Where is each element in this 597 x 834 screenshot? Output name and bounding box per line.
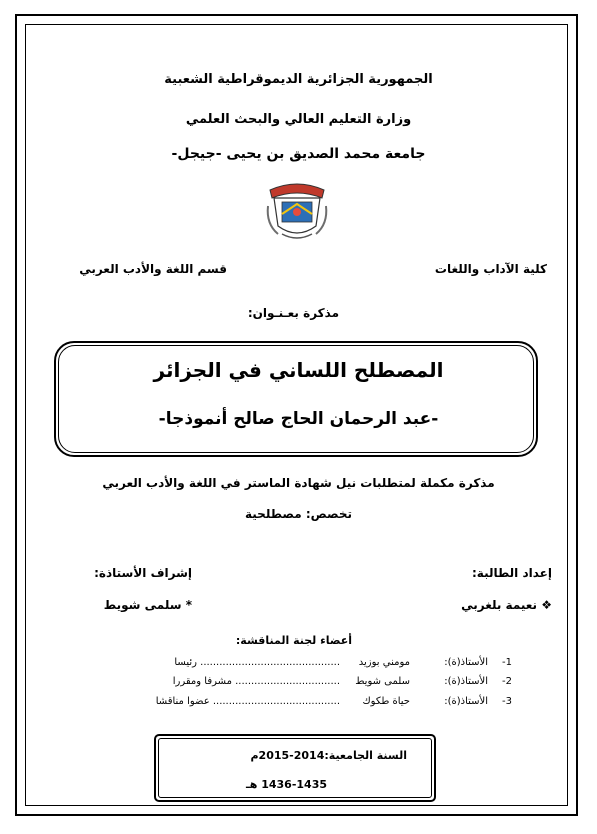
university-heading: جامعة محمد الصديق بن يحيى -جيجل- (171, 146, 426, 162)
jury-num: 2- (502, 676, 512, 687)
prepared-by-label: إعداد الطالبة: (472, 566, 552, 580)
jury-role: ............................................ رئيسا (174, 657, 340, 668)
jury-name: حياة طكوك (362, 696, 410, 707)
main-title: المصطلح اللساني في الجزائر (153, 358, 444, 382)
jury-row (174, 657, 512, 668)
hijri-year: 1436-1435 هـ (245, 778, 327, 791)
jury-name: سلمى شويط (355, 676, 410, 687)
department-label: قسم اللغة والأدب العربي (79, 262, 227, 276)
ministry-heading: وزارة التعليم العالي والبحث العلمي (185, 112, 412, 127)
faculty-label: كلية الآداب واللغات (434, 262, 547, 276)
jury-role: ................................. مشرفا ومقررا (172, 676, 340, 687)
jury-row (173, 676, 512, 687)
jury-row (156, 696, 512, 707)
specialty-text: تخصص: مصطلحية (245, 507, 352, 521)
supervisor-label: إشراف الأستاذة: (94, 566, 192, 580)
jury-num: 3- (502, 696, 512, 707)
supervisor-name: * سلمى شويط (103, 598, 192, 612)
sub-title: -عبد الرحمان الحاج صالح أنموذجا- (158, 409, 439, 429)
university-logo (262, 176, 332, 242)
memo-label: مذكرة بعـنـوان: (247, 306, 339, 320)
student-name: ❖ نعيمة بلغربي (461, 598, 552, 612)
jury-name: مومني بوزيد (358, 657, 410, 668)
requirement-text: مذكرة مكملة لمتطلبات نيل شهادة الماستر في اللغة والأدب العربي (102, 476, 495, 490)
jury-title: الأستاذ(ة): (444, 676, 488, 687)
jury-role: ........................................ عضوا مناقشا (155, 696, 340, 707)
jury-label: أعضاء لجنة المناقشة: (235, 634, 352, 647)
jury-title: الأستاذ(ة): (444, 696, 488, 707)
republic-heading: الجمهورية الجزائرية الديموقراطية الشعبية (164, 72, 433, 87)
jury-title: الأستاذ(ة): (444, 657, 488, 668)
academic-year: السنة الجامعية:2014-2015م (250, 749, 407, 762)
jury-num: 1- (502, 657, 512, 668)
